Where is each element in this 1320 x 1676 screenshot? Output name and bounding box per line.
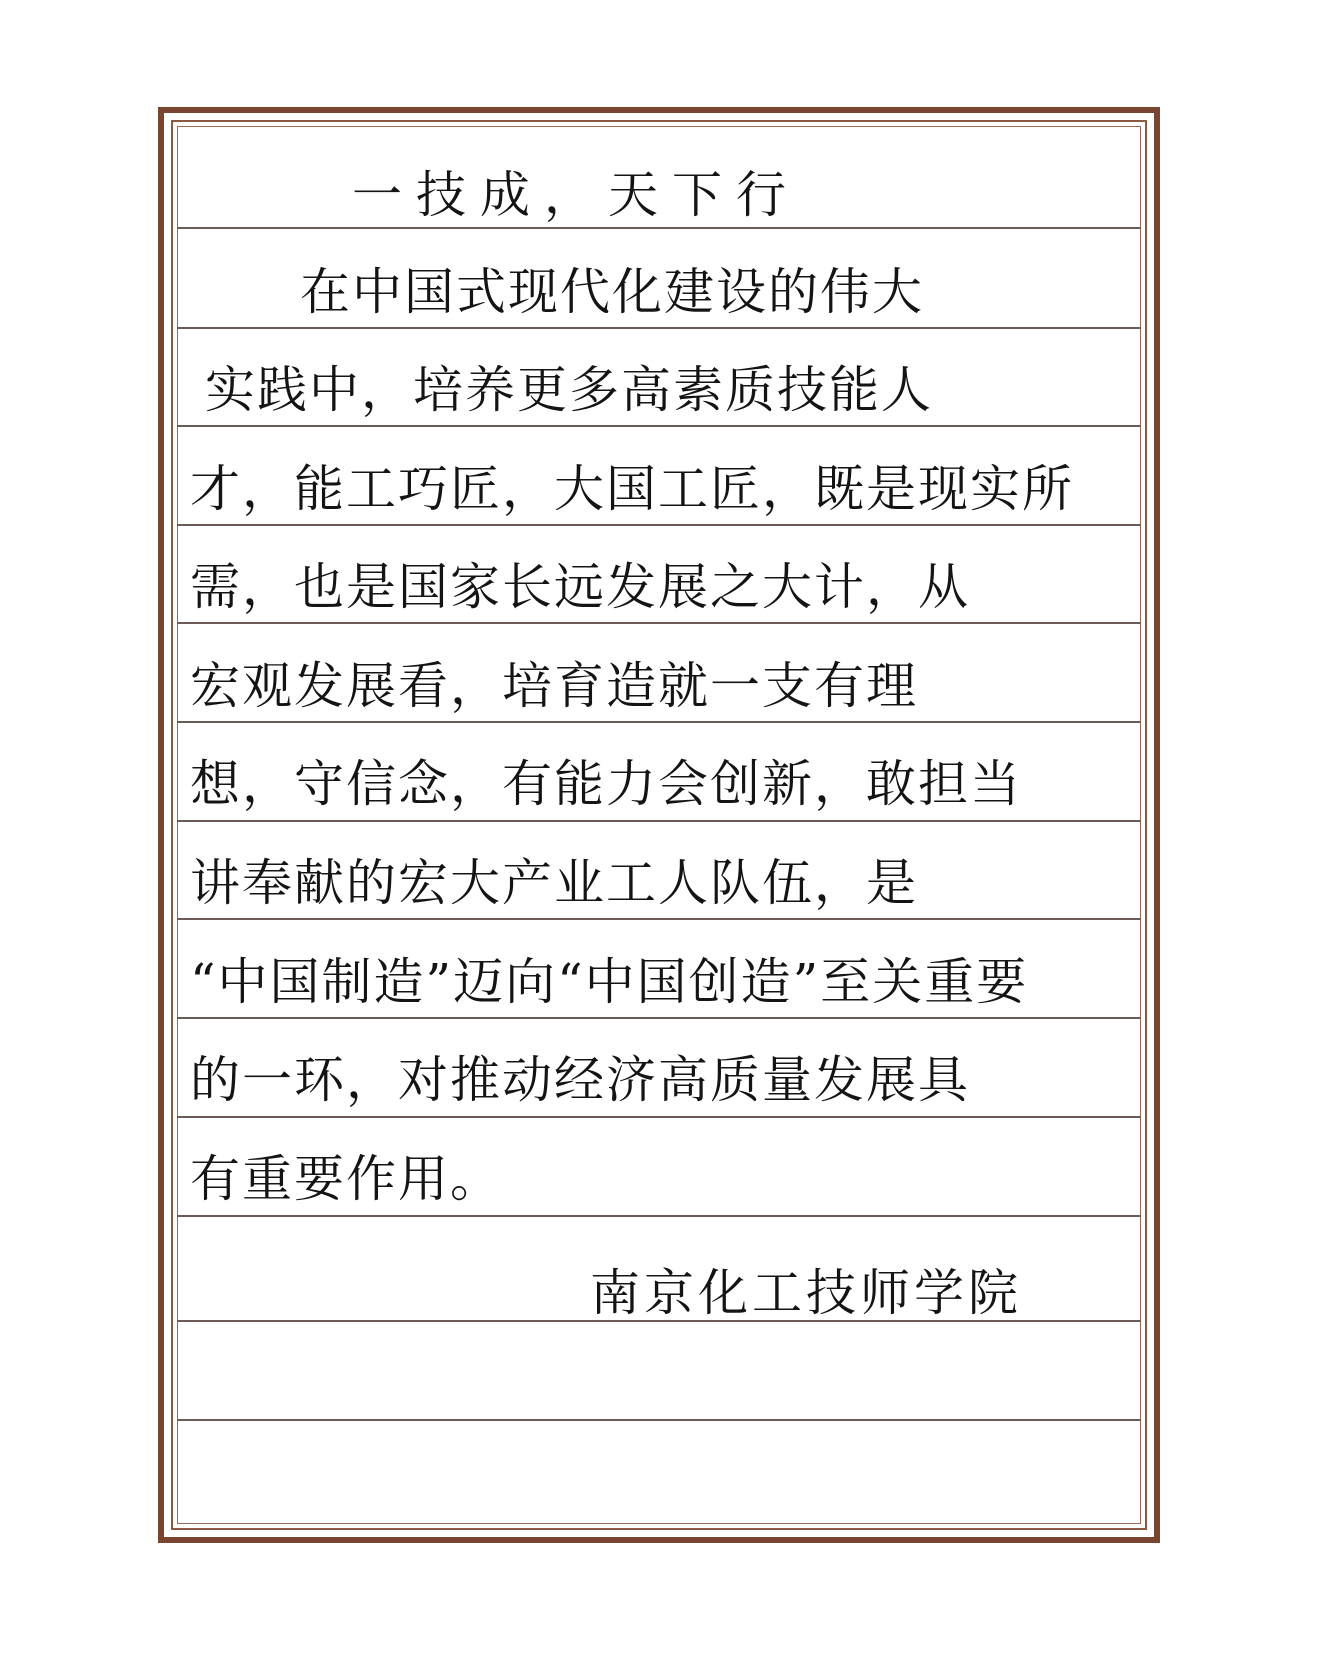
essay-line-1: 在中国式现代化建设的伟大 xyxy=(300,263,924,321)
essay-line-4: 需，也是国家长远发展之大计，从 xyxy=(190,558,970,616)
essay-line-2: 实践中，培养更多高素质技能人 xyxy=(205,361,933,419)
school-signature: 南京化工技师学院 xyxy=(590,1264,1022,1322)
essay-line-6: 想，守信念，有能力会创新，敢担当 xyxy=(190,755,1022,813)
essay-line-5: 宏观发展看，培育造就一支有理 xyxy=(190,657,918,715)
ruled-line xyxy=(177,1419,1141,1421)
essay-line-9: 的一环，对推动经济高质量发展具 xyxy=(190,1051,970,1109)
essay-title: 一技成，天下行 xyxy=(352,166,800,224)
essay-line-7: 讲奉献的宏大产业工人队伍，是 xyxy=(190,854,918,912)
essay-line-3: 才，能工巧匠，大国工匠，既是现实所 xyxy=(190,460,1074,518)
essay-line-10: 有重要作用。 xyxy=(190,1150,502,1208)
essay-line-8: “中国制造”迈向“中国创造”至关重要 xyxy=(190,953,1029,1011)
